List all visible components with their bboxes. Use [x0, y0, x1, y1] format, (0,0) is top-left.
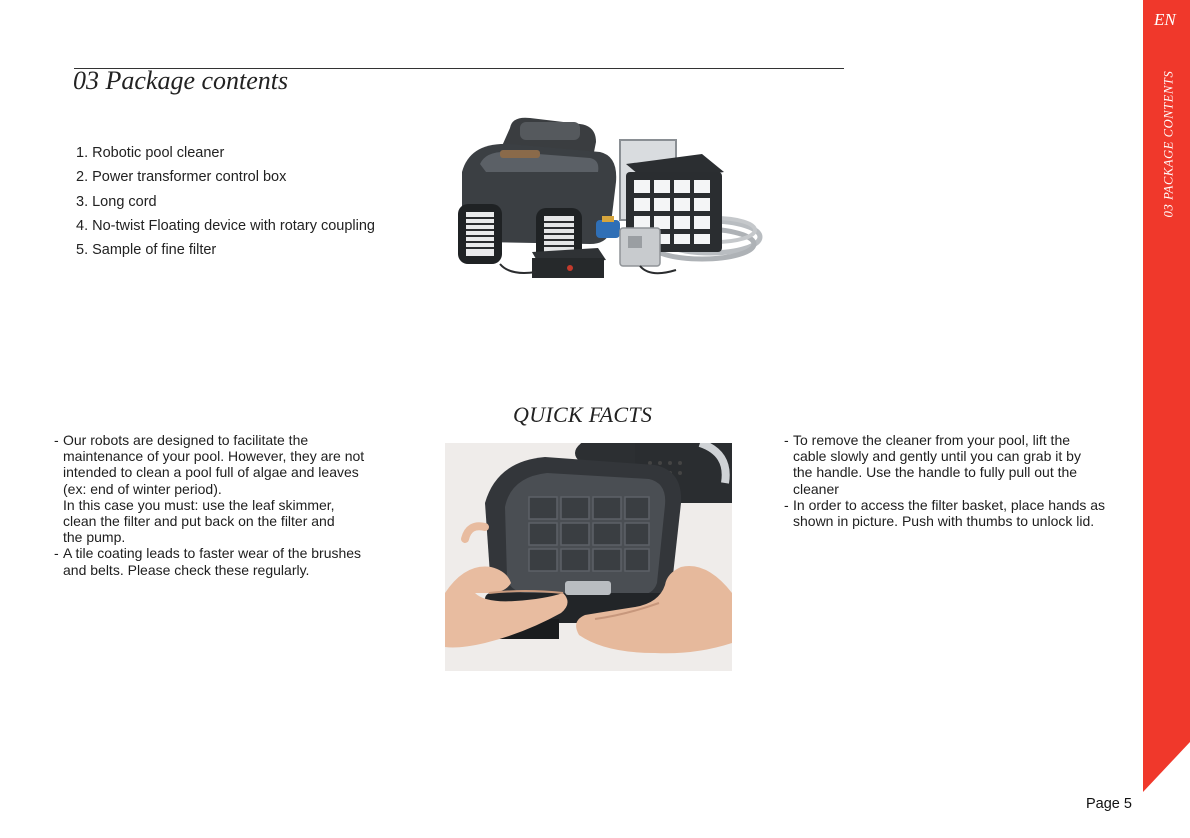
list-item: 5. Sample of fine filter	[76, 242, 217, 259]
list-item: 3. Long cord	[76, 193, 157, 210]
fact-line: intended to clean a pool full of algae and leaves	[63, 464, 359, 481]
fact-line: - Our robots are designed to facilitate the	[63, 432, 309, 448]
list-item	[54, 432, 414, 545]
fact-line: maintenance of your pool. However, they are not	[63, 448, 365, 465]
language-label: EN	[1154, 10, 1176, 29]
filter-access-photo	[445, 443, 732, 671]
section-title: 03 Package contents	[73, 66, 289, 95]
fact-line: shown in picture. Push with thumbs to unlock lid.	[793, 513, 1095, 530]
fact-line: clean the filter and put back on the filter and	[63, 513, 335, 530]
quick-facts-right-list	[784, 432, 1140, 529]
fact-line: and belts. Please check these regularly.	[63, 561, 310, 578]
list-item: 2. Power transformer control box	[76, 169, 287, 186]
list-item: 1. Robotic pool cleaner	[76, 145, 225, 161]
list-item	[784, 432, 1140, 497]
fact-line: cleaner	[793, 480, 839, 497]
package-contents-list	[76, 141, 375, 262]
fact-line: the pump.	[63, 529, 126, 546]
fact-line: In this case you must: use the leaf skimmer,	[63, 496, 335, 513]
fact-line: - To remove the cleaner from your pool, lift the	[793, 432, 1071, 448]
quick-facts-title: QUICK FACTS	[513, 402, 653, 427]
fact-line: - A tile coating leads to faster wear of the brushes	[63, 545, 362, 562]
list-item	[54, 545, 414, 577]
list-item: 4. No-twist Floating device with rotary coupling	[76, 217, 375, 234]
fact-line: cable slowly and gently until you can grab it by	[793, 448, 1081, 465]
fact-line: - In order to access the filter basket, place hands as	[793, 496, 1106, 513]
fact-line: (ex: end of winter period).	[63, 480, 222, 497]
page-number: Page 5	[1086, 796, 1132, 812]
sidebar-section-label: 03 PACKAGE CONTENTS	[1161, 70, 1176, 218]
fact-line: the handle. Use the handle to fully pull out the	[793, 464, 1078, 481]
quick-facts-left-list	[54, 432, 414, 578]
package-contents-photo	[440, 112, 766, 282]
list-item	[784, 497, 1140, 529]
